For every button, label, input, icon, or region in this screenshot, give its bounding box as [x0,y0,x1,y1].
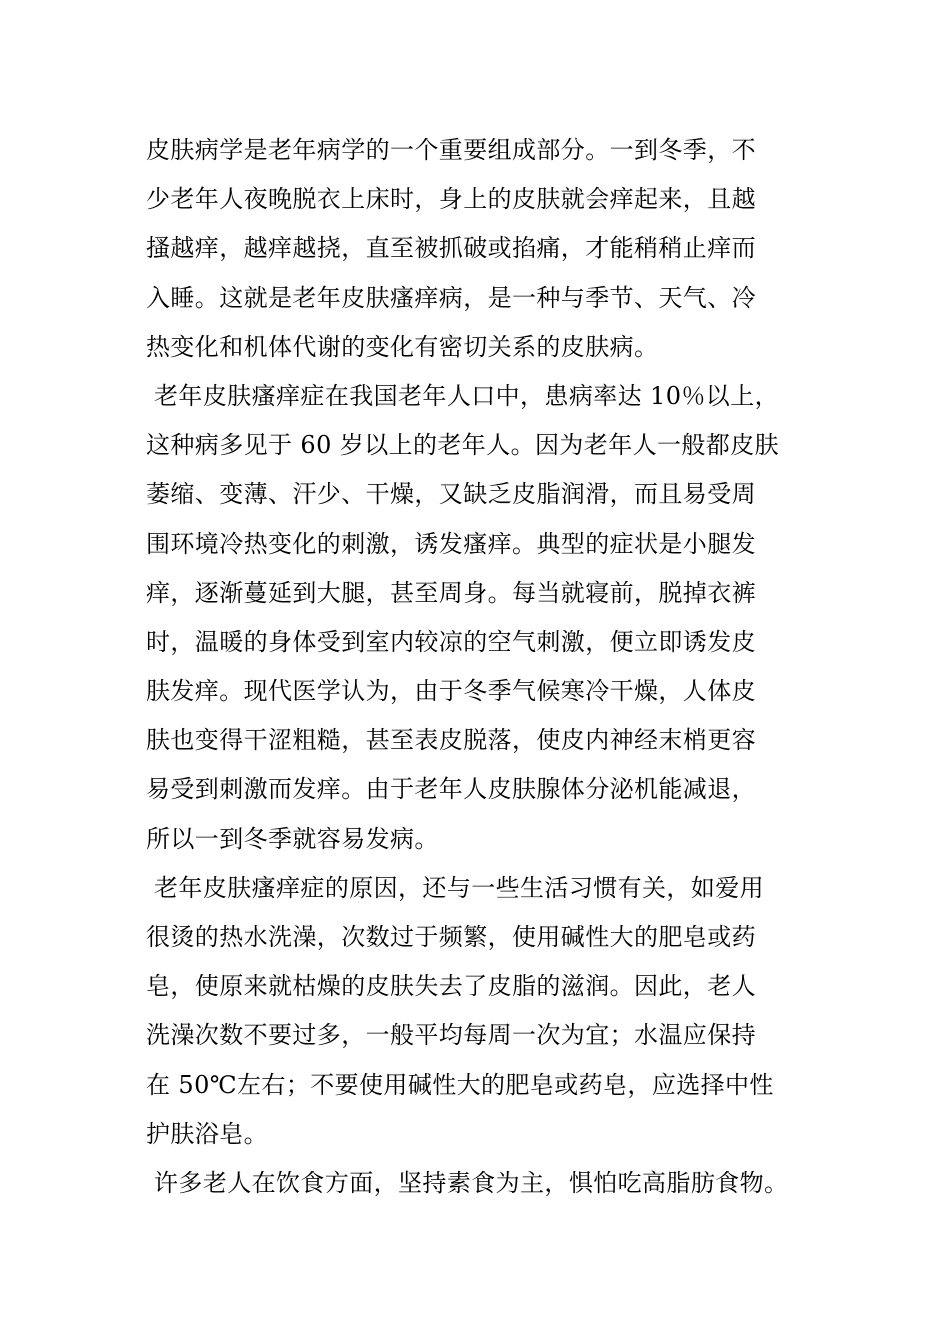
document-body [146,126,826,1208]
text-line: 皮肤病学是老年病学的一个重要组成部分。一到冬季，不 [146,136,756,164]
text-line: 许多老人在饮食方面，坚持素食为主，惧怕吃高脂肪食物。 [146,1168,789,1197]
text-line: 皂，使原来就枯燥的皮肤失去了皮脂的滋润。因此，老人 [146,972,756,1001]
text-line: 老年皮肤瘙痒症的原因，还与一些生活习惯有关，如爱用 [146,873,765,902]
text-line: 护肤浴皂。 [146,1119,268,1148]
text-line: 少老年人夜晚脱衣上床时，身上的皮肤就会痒起来，且越 [146,185,756,214]
text-line: 萎缩、变薄、汗少、干燥，又缺乏皮脂润滑，而且易受周 [146,480,756,509]
text-line: 搔越痒，越痒越挠，直至被抓破或掐痛，才能稍稍止痒而 [146,234,756,263]
text-line: 痒，逐渐蔓延到大腿，甚至周身。每当就寝前，脱掉衣裤 [146,578,756,607]
text-line: 在 50℃左右；不要使用碱性大的肥皂或药皂，应选择中性 [146,1070,774,1099]
text-line: 围环境冷热变化的刺激，诱发瘙痒。典型的症状是小腿发 [146,529,756,558]
text-line: 热变化和机体代谢的变化有密切关系的皮肤病。 [146,332,659,361]
text-line: 很烫的热水洗澡，次数过于频繁，使用碱性大的肥皂或药 [146,923,756,951]
text-line: 肤也变得干涩粗糙，甚至表皮脱落，使皮内神经末梢更容 [146,726,756,755]
text-line: 肤发痒。现代医学认为，由于冬季气候寒冷干燥，人体皮 [146,677,756,706]
text-line: 时，温暖的身体受到室内较凉的空气刺激，便立即诱发皮 [146,627,756,656]
text-line: 洗澡次数不要过多，一般平均每周一次为宜；水温应保持 [146,1021,756,1050]
text-line: 这种病多见于 60 岁以上的老年人。因为老年人一般都皮肤 [146,431,779,460]
text-line: 所以一到冬季就容易发病。 [146,824,439,853]
text-line: 老年皮肤瘙痒症在我国老年人口中，患病率达 10％以上， [146,381,779,410]
text-line: 易受到刺激而发痒。由于老年人皮肤腺体分泌机能减退， [146,775,756,804]
text-line: 入睡。这就是老年皮肤瘙痒病，是一种与季节、天气、冷 [146,283,756,312]
